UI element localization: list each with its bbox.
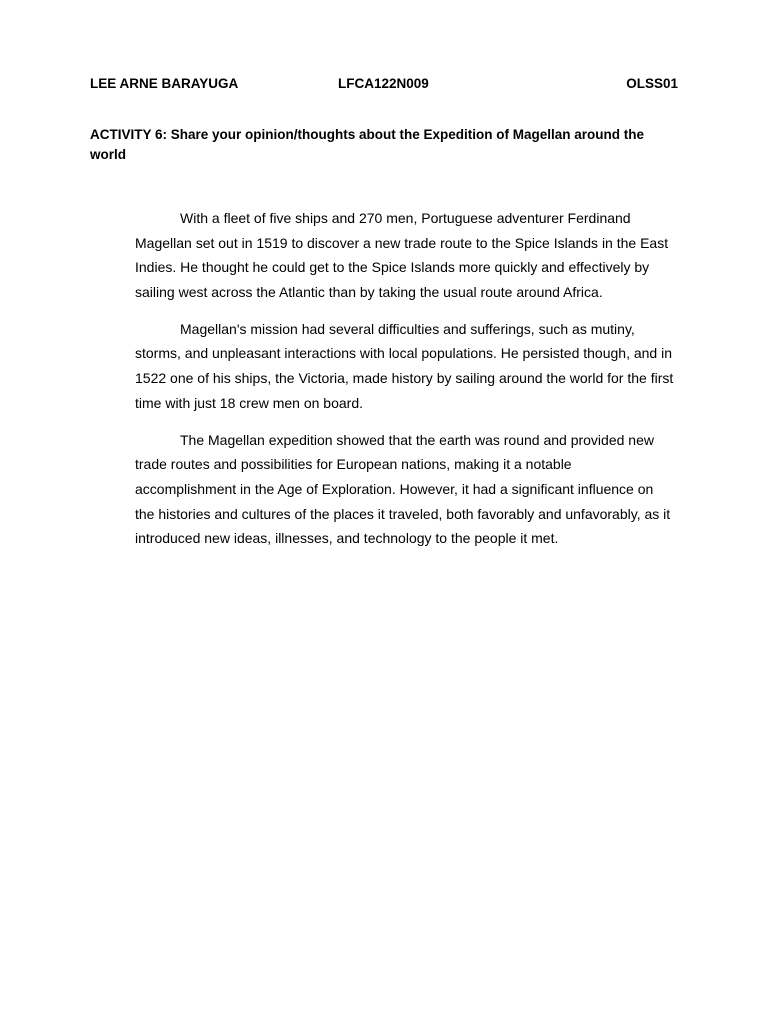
essay-paragraph-1: With a fleet of five ships and 270 men, Portuguese adventurer Ferdinand Magellan set out in 1519 to discover a new trade route to the Spice Islands in the East Indies. He thought he could get to the Spice Islands more quickly and effectively by sailing west across the Atlantic than by taking the usual route around Africa. <box>135 210 669 300</box>
essay-paragraph-3: The Magellan expedition showed that the earth was round and provided new trade routes and possibilities for European nations, making it a notable accomplishment in the Age of Exploration. However, it had a significant influence on the histories and cultures of the places it traveled, both favorably and unfavorably, as it introduced new ideas, illnesses, and technology to the people it met. <box>135 431 671 547</box>
section-code: OLSS01 <box>626 76 678 91</box>
activity-title: ACTIVITY 6: Share your opinion/thoughts about the Expedition of Magellan around the world <box>90 127 645 162</box>
student-name: LEE ARNE BARAYUGA <box>90 76 239 91</box>
essay-body <box>135 206 675 563</box>
student-code: LFCA122N009 <box>338 76 429 91</box>
essay-paragraph-2: Magellan's mission had several difficulties and sufferings, such as mutiny, storms, and unpleasant interactions with local populations. He persisted though, and in 1522 one of his ships, the Victoria, made history by sailing around the world for the first time with just 18 crew men on board. <box>135 320 674 411</box>
document-header <box>90 76 678 94</box>
